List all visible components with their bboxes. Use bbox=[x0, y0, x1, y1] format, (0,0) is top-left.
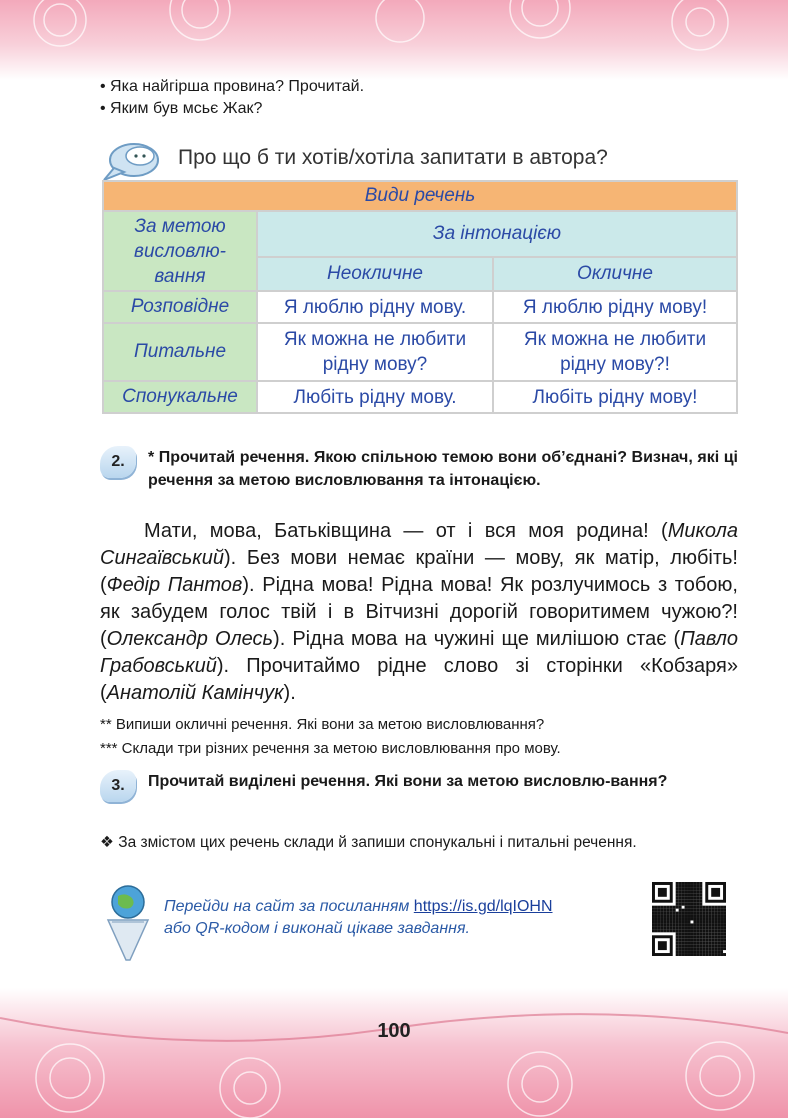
row-type: Питальне bbox=[104, 324, 256, 380]
quote-text: ). Прочитаймо рідне слово зі сторінки «Кобзаря» ( bbox=[100, 655, 738, 704]
quote-text: ). Рідна мова! Рідна мова! Як розлучимось з тобою, як забудем голос твій і в Вітчизні дорогій говоритимем чужою?! ( bbox=[100, 574, 738, 650]
task-instruction: * Прочитай речення. Якою спільною темою вони об’єднані? Визнач, які ці речення за метою висловлювання та інтонацією. bbox=[148, 449, 738, 489]
row-type: Розповідне bbox=[104, 292, 256, 322]
quote-text: ). Рідна мова на чужині ще милішою стає ( bbox=[273, 628, 681, 650]
table-title: Види речень bbox=[104, 182, 736, 210]
cell-non-exclam: Любіть рідну мову. bbox=[258, 382, 492, 412]
cell-non-exclam: Я люблю рідну мову. bbox=[258, 292, 492, 322]
author-name: Павло Грабовський bbox=[100, 628, 739, 677]
col-exclamatory: Окличне bbox=[494, 258, 736, 290]
intonation-header: За інтонацією bbox=[258, 212, 736, 256]
table-row bbox=[104, 324, 736, 380]
note-double-star: ** Випиши окличні речення. Які вони за метою висловлювання? bbox=[100, 716, 545, 733]
lace-ornament-bottom bbox=[0, 988, 788, 1118]
cell-exclam: Любіть рідну мову! bbox=[494, 382, 736, 412]
cell-non-exclam: Як можна не любити рідну мову? bbox=[258, 324, 492, 380]
col-non-exclamatory: Неокличне bbox=[258, 258, 492, 290]
cell-exclam: Я люблю рідну мову! bbox=[494, 292, 736, 322]
qr-code[interactable] bbox=[652, 882, 726, 956]
author-name: Анатолій Камінчук bbox=[106, 682, 284, 704]
task-instruction: Прочитай виділені речення. Які вони за метою висловлю-вання? bbox=[148, 773, 668, 790]
sentence-types-table bbox=[102, 180, 738, 414]
intro-questions bbox=[100, 76, 364, 120]
author-name: Федір Пантов bbox=[106, 574, 243, 596]
quotes-paragraph bbox=[100, 518, 738, 707]
diamond-note: ❖ За змістом цих речень склади й запиши спонукальні і питальні речення. bbox=[100, 834, 637, 851]
author-name: Микола Сингаївський bbox=[100, 520, 738, 569]
ask-author-text: Про що б ти хотів/хотіла запитати в автора? bbox=[178, 146, 608, 169]
quote-text: ). bbox=[283, 682, 296, 704]
bottom-decor-band bbox=[0, 988, 788, 1118]
site-link[interactable]: https://is.gd/lqIOHN bbox=[413, 898, 553, 915]
quote-text: Мати, мова, Батьківщина — от і вся моя родина! ( bbox=[144, 520, 668, 542]
author-name: Олександр Олесь bbox=[106, 628, 274, 650]
task-number-badge: 3. bbox=[100, 770, 136, 802]
cell-exclam: Як можна не любити рідну мову?! bbox=[494, 324, 736, 380]
question-2: • Яким був мсьє Жак? bbox=[100, 100, 263, 117]
web-line-1: Перейди на сайт за посиланням bbox=[164, 898, 410, 915]
question-1: • Яка найгірша провина? Прочитай. bbox=[100, 78, 365, 95]
top-decor-band bbox=[0, 0, 788, 80]
web-instruction bbox=[164, 896, 553, 940]
chat-bubbles-icon bbox=[100, 140, 162, 182]
note-triple-star: *** Склади три різних речення за метою висловлювання про мову. bbox=[100, 740, 561, 757]
web-line-2: або QR-кодом і виконай цікаве завдання. bbox=[164, 920, 470, 937]
table-row bbox=[104, 382, 736, 412]
purpose-header: За метою висловлю-вання bbox=[104, 212, 256, 290]
paragraph-text bbox=[100, 520, 738, 704]
lace-ornament-top bbox=[0, 0, 788, 80]
web-link-row bbox=[100, 882, 740, 962]
table-row bbox=[104, 292, 736, 322]
task-number-badge: 2. bbox=[100, 446, 136, 478]
globe-funnel-icon bbox=[100, 882, 156, 962]
quote-text: ). Без мови немає країни — мову, як матір, любіть! ( bbox=[100, 547, 738, 596]
page-number: 100 bbox=[377, 1020, 411, 1042]
row-type: Спонукальне bbox=[104, 382, 256, 412]
ask-author-row bbox=[100, 140, 720, 180]
